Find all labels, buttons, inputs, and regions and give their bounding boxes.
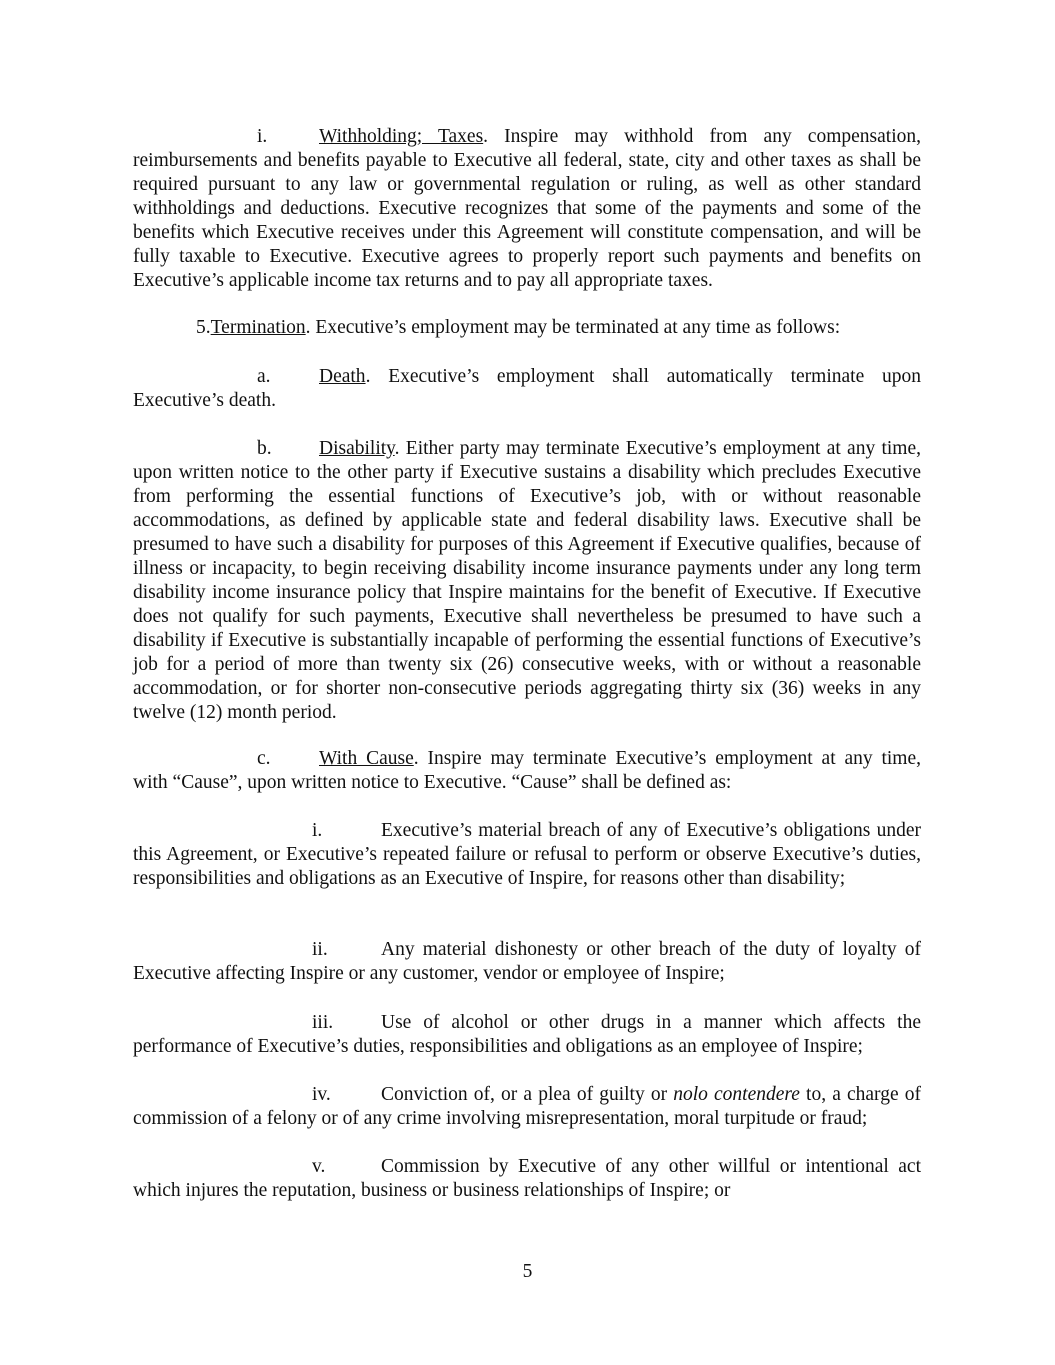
cause-item-ii-text: Any material dishonesty or other breach of the duty of loyalty of Executive affecting Inspire or any customer, vendor or employee of Inspire; [133, 939, 921, 984]
section-4i-body: . Inspire may withhold from any compensation, reimbursements and benefits payable to Executive all federal, state, city and other taxes as shall be required pursuant to any law or governmental regulation or ruling, as well as other standard withholdings and deductions. Executive recognizes that some of the payments and some of the benefits which Executive receives under this Agreement will constitute compensation, and will be fully taxable to Executive. Executive agrees to properly report such payments and benefits on Executive’s applicable income tax returns and to pay all appropriate taxes. [133, 126, 921, 291]
cause-item-iv-text-before: Conviction of, or a plea of guilty or [381, 1084, 674, 1105]
cause-item-i-label: i. [312, 820, 323, 841]
cause-item-iv-text-after: to, a charge of commission of a felony or of any crime involving misrepresentation, moral turpitude or fraud; [133, 1084, 921, 1129]
section-5-heading: Termination [210, 317, 306, 338]
section-5b-body: . Either party may terminate Executive’s employment at any time, upon written notice to the other party if Executive sustains a disability which precludes Executive from performing the essential functions of Executive’s job, with or without reasonable accommodations, as defined by applicable state and federal disability laws. Executive shall be presumed to have such a disability for purposes of this Agreement if Executive qualifies, because of illness or incapacity, to begin receiving disability income insurance payments under any long term disability income insurance policy that Inspire maintains for the benefit of Executive. If Executive does not qualify for such payments, Executive shall nevertheless be presumed to have such a disability if Executive is substantially incapable of performing the essential functions of Executive’s job for a period of more than twenty six (26) consecutive weeks, with or without a reasonable accommodation, or for shorter non-consecutive periods aggregating thirty six (36) weeks in any twelve (12) month period. [133, 438, 921, 723]
cause-item-v-text: Commission by Executive of any other willful or intentional act which injures the reputation, business or business relationships of Inspire; or [133, 1156, 921, 1201]
section-5c-body: . Inspire may terminate Executive’s employment at any time, with “Cause”, upon written notice to Executive. “Cause” shall be defined as: [133, 748, 922, 793]
cause-item-iii-text: Use of alcohol or other drugs in a manner which affects the performance of Executive’s duties, responsibilities and obligations as an employee of Inspire; [133, 1012, 921, 1057]
section-5-termination [133, 316, 933, 340]
cause-item-iii [133, 1011, 921, 1059]
cause-item-iv [133, 1083, 921, 1131]
section-5c-heading: With Cause [319, 748, 414, 769]
section-5b-disability [133, 437, 921, 725]
cause-item-v-label: v. [312, 1156, 326, 1177]
cause-item-iii-label: iii. [312, 1012, 334, 1033]
cause-item-ii [133, 938, 921, 986]
section-5b-label: b. [257, 438, 272, 459]
section-4i-label: i. [257, 126, 268, 147]
cause-item-ii-label: ii. [312, 939, 328, 960]
section-5a-heading: Death [319, 366, 366, 387]
section-5b-heading: Disability [319, 438, 395, 459]
cause-item-iv-text-italic: nolo contendere [673, 1084, 800, 1105]
cause-item-iv-label: iv. [312, 1084, 331, 1105]
section-5a-body: . Executive’s employment shall automatically terminate upon Executive’s death. [133, 366, 921, 411]
cause-item-i-text: Executive’s material breach of any of Executive’s obligations under this Agreement, or Executive’s repeated failure or refusal to perform or observe Executive’s duties, responsibilities and obligations as an Executive of Inspire, for reasons other than disability; [133, 820, 921, 889]
page-number: 5 [522, 1261, 533, 1282]
cause-item-v [133, 1155, 921, 1203]
section-5c-with-cause [133, 747, 921, 795]
section-5-label: 5. [196, 317, 211, 338]
section-5a-label: a. [257, 366, 271, 387]
cause-item-i [133, 819, 921, 891]
section-5c-label: c. [257, 748, 271, 769]
section-5a-death [133, 365, 921, 413]
section-4i-heading: Withholding; Taxes [319, 126, 484, 147]
section-4i-withholding-taxes [133, 125, 921, 293]
section-5-body: . Executive’s employment may be terminated at any time as follows: [305, 317, 841, 338]
